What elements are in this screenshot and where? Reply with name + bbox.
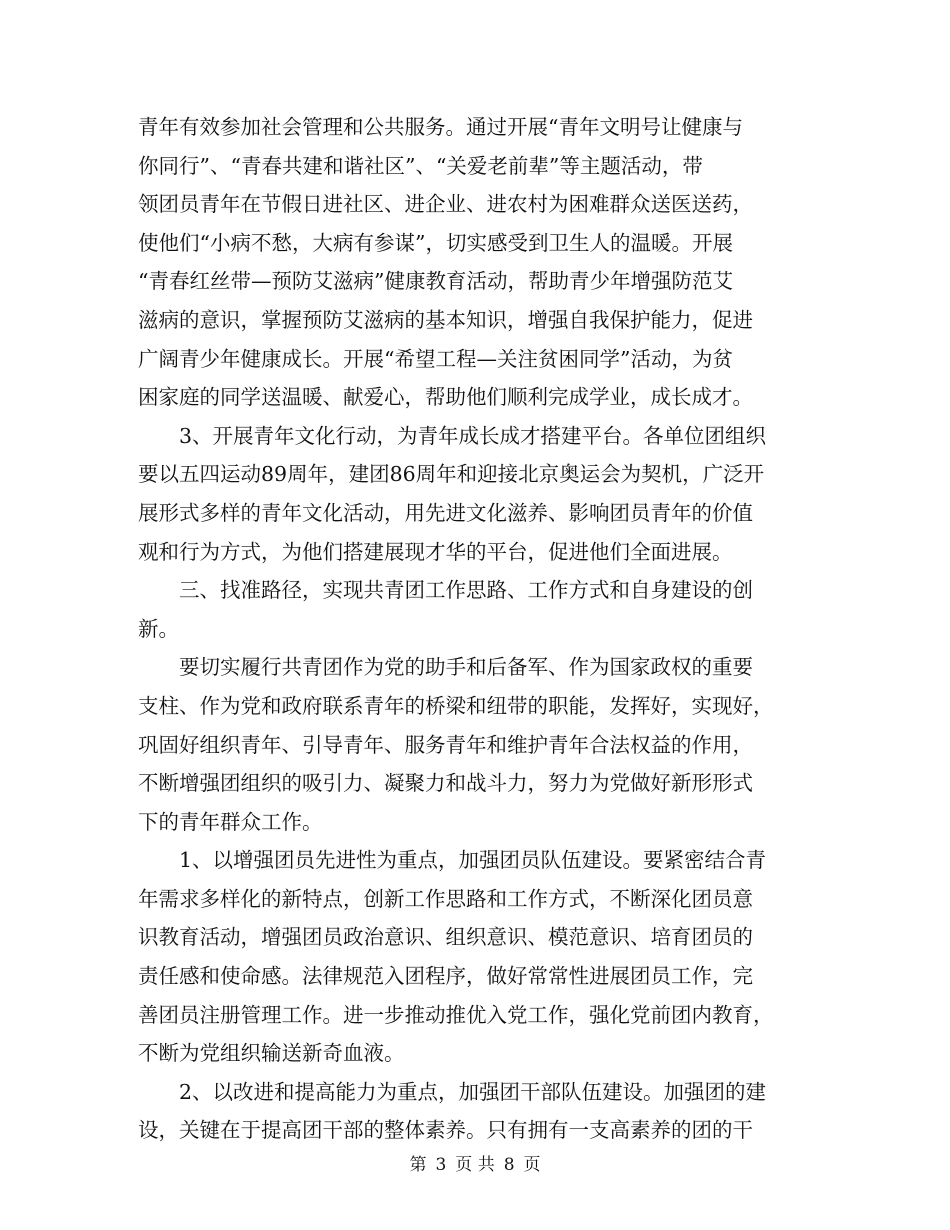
text-line: 广阔青少年健康成长。开展“希望工程—关注贫困同学”活动，为贫 (138, 346, 733, 371)
text-line: 支柱、作为党和政府联系青年的桥梁和纽带的职能，发挥好，实现好， (138, 693, 774, 718)
text-line: 年需求多样化的新特点，创新工作思路和工作方式，不断深化团员意 (138, 886, 753, 911)
text-line: 设，关键在于提高团干部的整体素养。只有拥有一支高素养的团的干 (138, 1118, 753, 1143)
footer-middle: 页 共 (455, 1155, 495, 1175)
text-line: 2、以改进和提高能力为重点，加强团干部队伍建设。加强团的建 (138, 1079, 767, 1104)
text-line: 三、找准路径，实现共青团工作思路、工作方式和自身建设的创 (138, 578, 753, 603)
text-line: 要切实履行共青团作为党的助手和后备军、作为国家政权的重要 (138, 655, 753, 680)
footer-prefix: 第 (409, 1155, 427, 1175)
body-text (138, 108, 802, 1150)
text-line: 不断增强团组织的吸引力、凝聚力和战斗力，努力为党做好新形形式 (138, 771, 753, 796)
text-line: 下的青年群众工作。 (138, 809, 323, 834)
text-line: 责任感和使命感。法律规范入团程序，做好常常性进展团员工作，完 (138, 964, 753, 989)
text-line: 识教育活动，增强团员政治意识、组织意识、模范意识、培育团员的 (138, 925, 753, 950)
page-footer (0, 1154, 950, 1176)
footer-current-page: 3 (435, 1155, 447, 1175)
text-line: 不断为党组织输送新奇血液。 (138, 1041, 405, 1066)
text-line: 观和行为方式，为他们搭建展现才华的平台，促进他们全面进展。 (138, 539, 733, 564)
text-line: 青年有效参加社会管理和公共服务。通过开展“青年文明号让健康与 (138, 115, 743, 139)
text-line: 领团员青年在节假日进社区、进企业、进农村为困难群众送医送药， (138, 192, 753, 217)
text-line: “青春红丝带—预防艾滋病”健康教育活动，帮助青少年增强防范艾 (138, 269, 733, 294)
text-line: 1、以增强团员先进性为重点，加强团员队伍建设。要紧密结合青 (138, 848, 767, 873)
text-line: 善团员注册管理工作。进一步推动推优入党工作，强化党前团内教育， (138, 1002, 774, 1027)
text-line: 困家庭的同学送温暖、献爱心，帮助他们顺利完成学业，成长成才。 (138, 385, 753, 410)
text-line: 展形式多样的青年文化活动，用先进文化滋养、影响团员青年的价值 (138, 500, 753, 525)
text-line: 使他们“小病不愁，大病有参谋”，切实感受到卫生人的温暖。开展 (138, 230, 733, 255)
text-line: 你同行”、“青春共建和谐社区”、“关爱老前辈”等主题活动，带 (138, 153, 703, 178)
footer-suffix: 页 (523, 1155, 541, 1175)
text-line: 新。 (138, 616, 179, 641)
text-line: 3、开展青年文化行动，为青年成长成才搭建平台。各单位团组织 (138, 423, 767, 448)
footer-total-pages: 8 (503, 1155, 515, 1175)
text-line: 巩固好组织青年、引导青年、服务青年和维护青年合法权益的作用， (138, 732, 753, 757)
text-line: 滋病的意识，掌握预防艾滋病的基本知识，增强自我保护能力，促进 (138, 307, 753, 332)
text-line: 要以五四运动89周年，建团86周年和迎接北京奥运会为契机，广泛开 (138, 462, 765, 487)
